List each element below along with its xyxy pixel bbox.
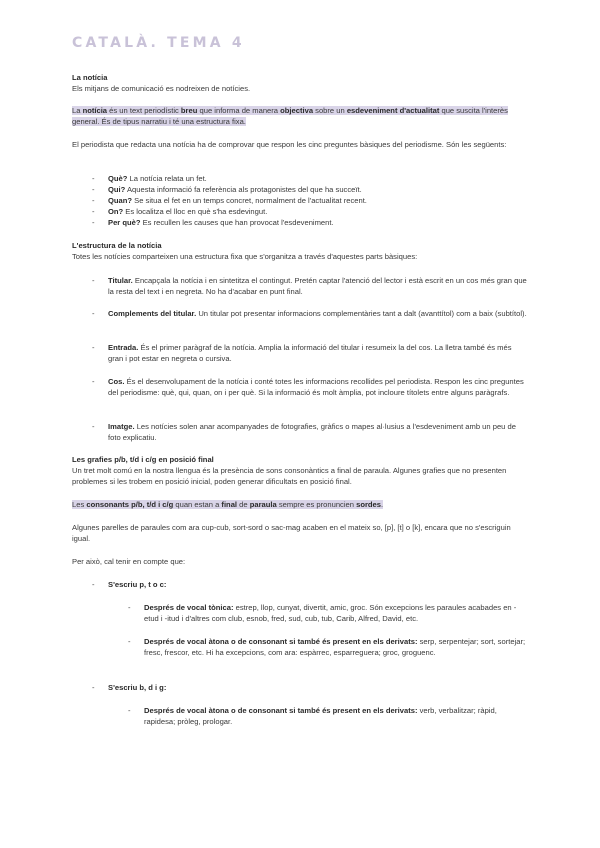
estructura-intro: Totes les notícies comparteixen una estructura fixa que s'organitza a través d'aquestes parts bàsiques: [72, 252, 418, 261]
grafies-intro: Un tret molt comú en la nostra llengua és la presència de sons consonàntics a final de paraula. Algunes grafies que no presenten problemes si les trobem en posició inicial, poden generar dificultats en posició final. [72, 466, 507, 486]
noticia-definition: La notícia és un text periodístic breu que informa de manera objectiva sobre un esdeveniment d'actualitat que suscita l'interès general. És de tipus narratiu i té una estructura fixa. [72, 106, 508, 126]
noticia-paragraph: El periodista que redacta una notícia ha de comprovar que respon les cinc preguntes bàsiques del periodisme. Són les següents: [72, 140, 507, 149]
section-heading-noticia: La notícia [72, 73, 108, 82]
document-page: CATALÀ. TEMA 4 La notícia Els mitjans de comunicació es nodreixen de notícies. La notícia és un text periodístic breu que informa de manera objectiva sobre un esdeveniment d'actualitat que suscita l'interès general. És de tipus narratiu i té una estructura fixa. El periodista que redacta una notícia ha de comprovar que respon les cinc preguntes bàsiques del periodisme. Són les següents: - Què? La notícia relata un fet. - Qui? Aquesta informació fa referència als protagonistes del que ha succeït. - Quan? Se situa el fet en un temps concret, normalment de l'actualitat recent. - On? Es localitza el lloc en què s'ha esdevingut. - Per què? Es recullen les causes que han provocat l'esdeveniment. L'estructura de la notícia Totes les notícies comparteixen una estructura fixa que s'organitza a través d'aquestes parts bàsiques: - Titular. Encapçala la notícia i en sintetitza el contingut. Pretén captar l'atenció del lector i està escrit en un cos més gran que la resta del text i en negreta. No ha d'acabar en punt final. - Complements del titular. Un titular pot presentar informacions complementàries tant a dalt (avanttítol) com a baix (subtítol). - Entrada. És el primer paràgraf de la notícia. Amplia la informació del titular i resumeix la del cos. La lletra també és més gran i pot estar en negreta o cursiva. - Cos. És el desenvolupament de la notícia i conté totes les informacions recollides pel periodista. Respon les cinc preguntes del periodisme: què, qui, quan, on i per què. Si la informació és molt àmplia, pot incloure títolets entre alguns paràgrafs. - Imatge. Les notícies solen anar acompanyades de fotografies, gràfics o mapes al·lusius a l'esdeveniment amb un peu de foto explicatiu. Les grafies p/b, t/d i c/g en posició final Un tret molt comú en la nostra llengua és la presència de sons consonàntics a final de paraula. Algunes grafies que no presenten problemes si les trobem en posició inicial, poden generar dificultats en posició final. Les consonants p/b, t/d i c/g quan estan a final de paraula sempre es pronuncien sordes. Algunes parelles de paraules com ara cup-cub, sort-sord o sac-mag acaben en el mateix so, [p], [t] o [k], encara que no s'escriguin igual. Per això, cal tenir en compte que: - S'escriu p, t o c: - Després de vocal tònica: estrep, llop, cunyat, divertit, amic, groc. Són excepcions les paraules acabades en -etud i -itud i d'altres com club, esnob, fred, sud, cub, tub, Carib, Alfred, David, etc. - Després de vocal àtona o de consonant si també és present en els derivats: serp, serpentejar; sort, sortejar; fresc, frescor, etc. Hi ha excepcions, com ara: espàrrec, esparreguera; groc, groguenc. - S'escriu b, d i g: - Després de vocal àtona o de consonant si també és present en els derivats: verb, verbalitzar; ràpid, rapidesa; pròleg, prologar. [72, 35, 527, 726]
section-heading-grafies: Les grafies p/b, t/d i c/g en posició final [72, 455, 214, 464]
grafies-paragraph-1: Algunes parelles de paraules com ara cup-cub, sort-sord o sac-mag acaben en el mateix so, [p], [t] o [k], encara que no s'escriguin igual. [72, 523, 511, 543]
page-title: CATALÀ. TEMA 4 [72, 35, 245, 51]
grafies-rule: Les consonants p/b, t/d i c/g quan estan a final de paraula sempre es pronuncien sordes. [72, 500, 384, 509]
grafies-paragraph-2: Per això, cal tenir en compte que: [72, 557, 186, 566]
section-heading-estructura: L'estructura de la notícia [72, 241, 162, 250]
noticia-intro: Els mitjans de comunicació es nodreixen de notícies. [72, 84, 251, 93]
